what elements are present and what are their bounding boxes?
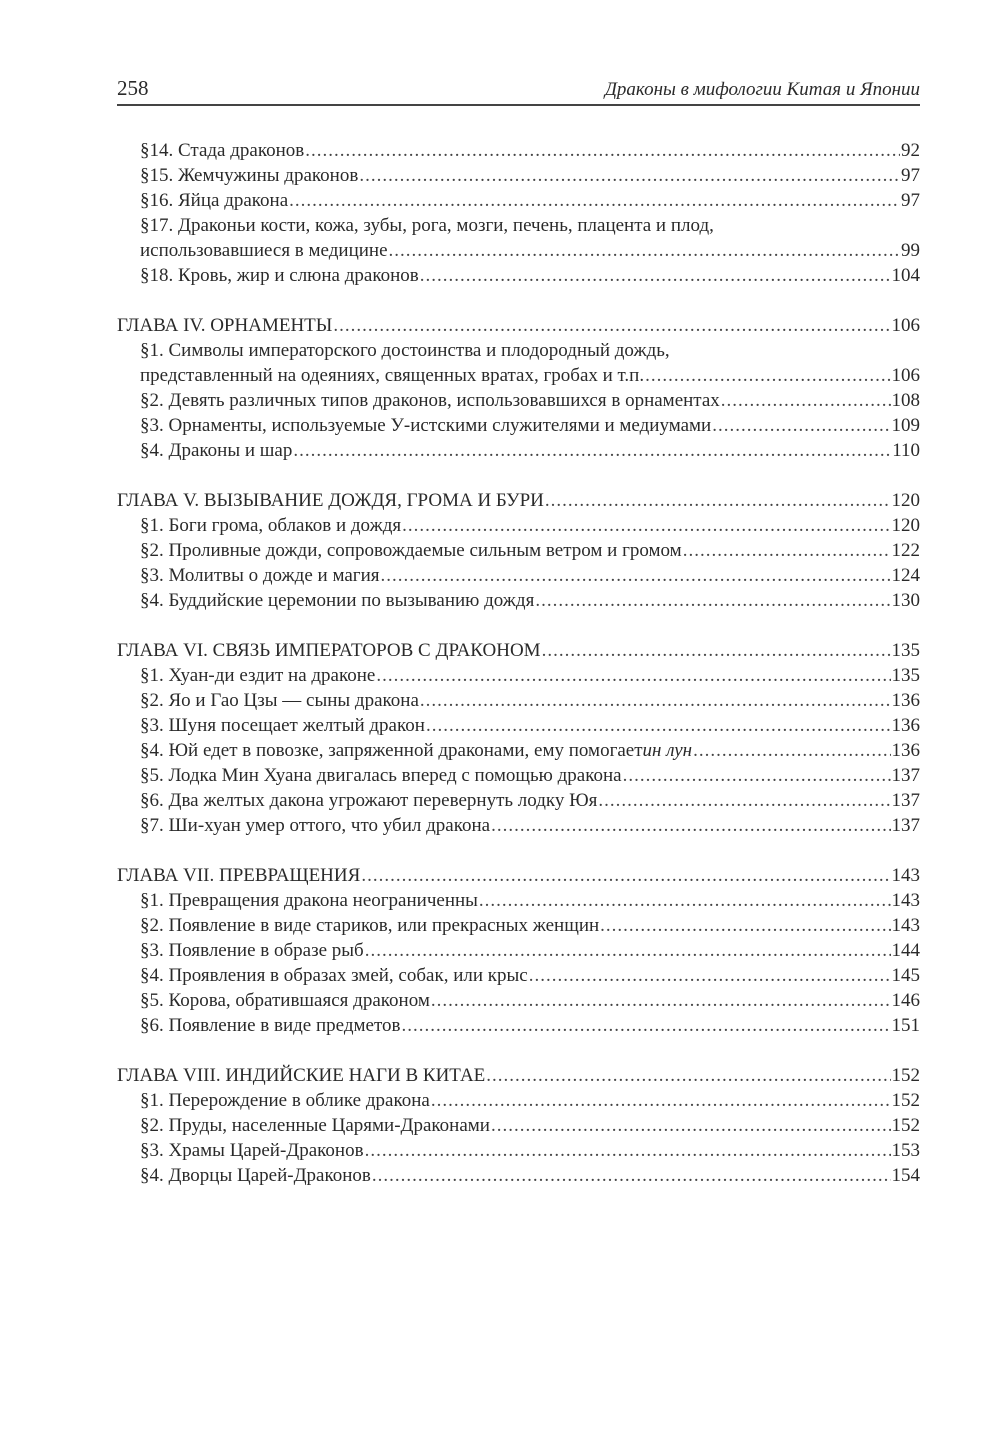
entry-title: ГЛАВА IV. ОРНАМЕНТЫ bbox=[117, 315, 333, 336]
dot-leader bbox=[426, 713, 891, 738]
entry-page: 154 bbox=[891, 1165, 920, 1186]
dot-leader bbox=[693, 738, 890, 763]
dot-leader bbox=[365, 938, 891, 963]
chapter-entry bbox=[117, 1063, 920, 1088]
dot-leader bbox=[361, 863, 890, 888]
entry-page: 135 bbox=[891, 640, 920, 661]
dot-leader bbox=[376, 663, 890, 688]
toc-section bbox=[117, 1063, 920, 1188]
entry-title: §4. Проявления в образах змей, собак, или крыс bbox=[140, 965, 528, 986]
entry-title: §15. Жемчужины драконов bbox=[140, 165, 359, 186]
dot-leader bbox=[431, 988, 891, 1013]
entry-title: §4. Драконы и шар bbox=[140, 440, 293, 461]
section-entry bbox=[117, 988, 920, 1013]
dot-leader bbox=[420, 263, 891, 288]
entry-title: ГЛАВА V. ВЫЗЫВАНИЕ ДОЖДЯ, ГРОМА И БУРИ bbox=[117, 490, 544, 511]
entry-page: 143 bbox=[891, 890, 920, 911]
entry-title: §4. Дворцы Царей-Драконов bbox=[140, 1165, 371, 1186]
dot-leader bbox=[491, 1113, 891, 1138]
entry-page: 99 bbox=[901, 240, 920, 261]
section-entry bbox=[117, 1113, 920, 1138]
dot-leader bbox=[645, 363, 890, 388]
entry-page: 104 bbox=[891, 265, 920, 286]
running-header bbox=[117, 76, 920, 106]
entry-page: 136 bbox=[891, 690, 920, 711]
entry-title: §5. Корова, обратившаяся драконом bbox=[140, 990, 430, 1011]
section-entry bbox=[117, 513, 920, 538]
entry-page: 97 bbox=[901, 165, 920, 186]
entry-page: 153 bbox=[891, 1140, 920, 1161]
entry-page: 110 bbox=[892, 440, 920, 461]
entry-page: 122 bbox=[891, 540, 920, 561]
toc-section bbox=[117, 313, 920, 463]
entry-title: §3. Храмы Царей-Драконов bbox=[140, 1140, 364, 1161]
dot-leader bbox=[535, 588, 890, 613]
dot-leader bbox=[365, 1138, 891, 1163]
entry-title: ГЛАВА VIII. ИНДИЙСКИЕ НАГИ В КИТАЕ bbox=[117, 1065, 486, 1086]
section-entry bbox=[117, 938, 920, 963]
entry-title: §4. Буддийские церемонии по вызыванию дождя bbox=[140, 590, 535, 611]
section-entry bbox=[117, 713, 920, 738]
dot-leader bbox=[402, 513, 890, 538]
entry-page: 151 bbox=[891, 1015, 920, 1036]
page-number: 258 bbox=[117, 76, 149, 100]
section-entry bbox=[117, 188, 920, 213]
dot-leader bbox=[598, 788, 890, 813]
section-entry bbox=[117, 438, 920, 463]
section-entry bbox=[117, 1163, 920, 1188]
entry-title: §7. Ши-хуан умер оттого, что убил дракона bbox=[140, 815, 491, 836]
dot-leader bbox=[389, 238, 900, 263]
entry-page: 124 bbox=[891, 565, 920, 586]
running-title: Драконы в мифологии Китая и Японии bbox=[604, 79, 920, 100]
section-entry bbox=[117, 738, 920, 763]
entry-title: ГЛАВА VI. СВЯЗЬ ИМПЕРАТОРОВ С ДРАКОНОМ bbox=[117, 640, 541, 661]
dot-leader bbox=[491, 813, 890, 838]
dot-leader bbox=[401, 1013, 890, 1038]
table-of-contents bbox=[117, 138, 920, 1213]
dot-leader bbox=[372, 1163, 891, 1188]
chapter-entry bbox=[117, 488, 920, 513]
dot-leader bbox=[305, 138, 900, 163]
chapter-entry bbox=[117, 638, 920, 663]
entry-title: §4. Юй едет в повозке, запряженной драконами, ему помогает bbox=[140, 740, 643, 761]
toc-section bbox=[117, 638, 920, 838]
entry-page: 135 bbox=[891, 665, 920, 686]
entry-title: §3. Шуня посещает желтый дракон bbox=[140, 715, 425, 736]
entry-page: 130 bbox=[891, 590, 920, 611]
section-entry bbox=[117, 788, 920, 813]
toc-section bbox=[117, 138, 920, 288]
dot-leader bbox=[529, 963, 891, 988]
dot-leader bbox=[542, 638, 891, 663]
section-entry bbox=[117, 663, 920, 688]
dot-leader bbox=[623, 763, 891, 788]
entry-page: 136 bbox=[891, 715, 920, 736]
dot-leader bbox=[479, 888, 891, 913]
dot-leader bbox=[721, 388, 891, 413]
entry-title: §1. Символы императорского достоинства и плодородный дождь, bbox=[140, 340, 670, 361]
section-entry bbox=[117, 388, 920, 413]
entry-page: 143 bbox=[891, 865, 920, 886]
entry-page: 146 bbox=[891, 990, 920, 1011]
chapter-entry bbox=[117, 313, 920, 338]
entry-line bbox=[117, 338, 920, 363]
entry-page: 120 bbox=[891, 490, 920, 511]
dot-leader bbox=[380, 563, 890, 588]
section-entry bbox=[117, 163, 920, 188]
section-entry bbox=[117, 263, 920, 288]
entry-page: 97 bbox=[901, 190, 920, 211]
entry-page: 137 bbox=[891, 765, 920, 786]
entry-title: §2. Пруды, населенные Царями-Драконами bbox=[140, 1115, 490, 1136]
entry-title: ГЛАВА VII. ПРЕВРАЩЕНИЯ bbox=[117, 865, 361, 886]
entry-page: 136 bbox=[891, 740, 920, 761]
entry-line bbox=[117, 213, 920, 238]
entry-title: §2. Яо и Гао Цзы — сыны дракона bbox=[140, 690, 419, 711]
dot-leader bbox=[486, 1063, 890, 1088]
section-entry bbox=[117, 688, 920, 713]
entry-title-italic: ин лун bbox=[642, 740, 693, 761]
entry-title: представленный на одеяниях, священных вратах, гробах и т.п. bbox=[140, 365, 645, 386]
dot-leader bbox=[712, 413, 890, 438]
entry-page: 106 bbox=[891, 315, 920, 336]
entry-title: §6. Появление в виде предметов bbox=[140, 1015, 401, 1036]
dot-leader bbox=[600, 913, 890, 938]
toc-section bbox=[117, 863, 920, 1038]
dot-leader bbox=[293, 438, 891, 463]
entry-title: §2. Появление в виде стариков, или прекрасных женщин bbox=[140, 915, 600, 936]
section-entry bbox=[117, 1013, 920, 1038]
entry-page: 137 bbox=[891, 790, 920, 811]
entry-page: 152 bbox=[891, 1115, 920, 1136]
entry-title: §5. Лодка Мин Хуана двигалась вперед с помощью дракона bbox=[140, 765, 622, 786]
toc-section bbox=[117, 488, 920, 613]
entry-title: использовавшиеся в медицине bbox=[140, 240, 388, 261]
section-entry bbox=[117, 888, 920, 913]
entry-title: §3. Орнаменты, используемые У-истскими служителями и медиумами bbox=[140, 415, 712, 436]
section-entry bbox=[117, 363, 920, 388]
entry-title: §2. Проливные дожди, сопровождаемые сильным ветром и громом bbox=[140, 540, 682, 561]
entry-page: 109 bbox=[891, 415, 920, 436]
entry-title: §1. Превращения дракона неограниченны bbox=[140, 890, 478, 911]
entry-page: 92 bbox=[901, 140, 920, 161]
section-entry bbox=[117, 813, 920, 838]
entry-page: 108 bbox=[891, 390, 920, 411]
section-entry bbox=[117, 413, 920, 438]
section-entry bbox=[117, 563, 920, 588]
dot-leader bbox=[359, 163, 900, 188]
entry-title: §1. Хуан-ди ездит на драконе bbox=[140, 665, 376, 686]
section-entry bbox=[117, 588, 920, 613]
entry-title: §6. Два желтых дакона угрожают перевернуть лодку Юя bbox=[140, 790, 598, 811]
section-entry bbox=[117, 913, 920, 938]
dot-leader bbox=[289, 188, 900, 213]
entry-page: 145 bbox=[891, 965, 920, 986]
entry-title: §1. Боги грома, облаков и дождя bbox=[140, 515, 402, 536]
entry-title: §3. Появление в образе рыб bbox=[140, 940, 364, 961]
entry-title: §3. Молитвы о дожде и магия bbox=[140, 565, 380, 586]
section-entry bbox=[117, 538, 920, 563]
entry-title: §16. Яйца дракона bbox=[140, 190, 289, 211]
dot-leader bbox=[431, 1088, 891, 1113]
section-entry bbox=[117, 138, 920, 163]
entry-title: §17. Драконьи кости, кожа, зубы, рога, мозги, печень, плацента и плод, bbox=[140, 215, 714, 236]
dot-leader bbox=[683, 538, 891, 563]
entry-page: 152 bbox=[891, 1090, 920, 1111]
entry-page: 152 bbox=[891, 1065, 920, 1086]
entry-page: 143 bbox=[891, 915, 920, 936]
section-entry bbox=[117, 963, 920, 988]
chapter-entry bbox=[117, 863, 920, 888]
section-entry bbox=[117, 1138, 920, 1163]
entry-page: 137 bbox=[891, 815, 920, 836]
dot-leader bbox=[420, 688, 891, 713]
dot-leader bbox=[333, 313, 890, 338]
dot-leader bbox=[545, 488, 891, 513]
section-entry bbox=[117, 238, 920, 263]
section-entry bbox=[117, 763, 920, 788]
section-entry bbox=[117, 1088, 920, 1113]
entry-title: §14. Стада драконов bbox=[140, 140, 305, 161]
entry-title: §1. Перерождение в облике дракона bbox=[140, 1090, 430, 1111]
entry-title: §18. Кровь, жир и слюна драконов bbox=[140, 265, 419, 286]
entry-title: §2. Девять различных типов драконов, использовавшихся в орнаментах bbox=[140, 390, 720, 411]
entry-page: 106 bbox=[891, 365, 920, 386]
entry-page: 144 bbox=[891, 940, 920, 961]
entry-page: 120 bbox=[891, 515, 920, 536]
